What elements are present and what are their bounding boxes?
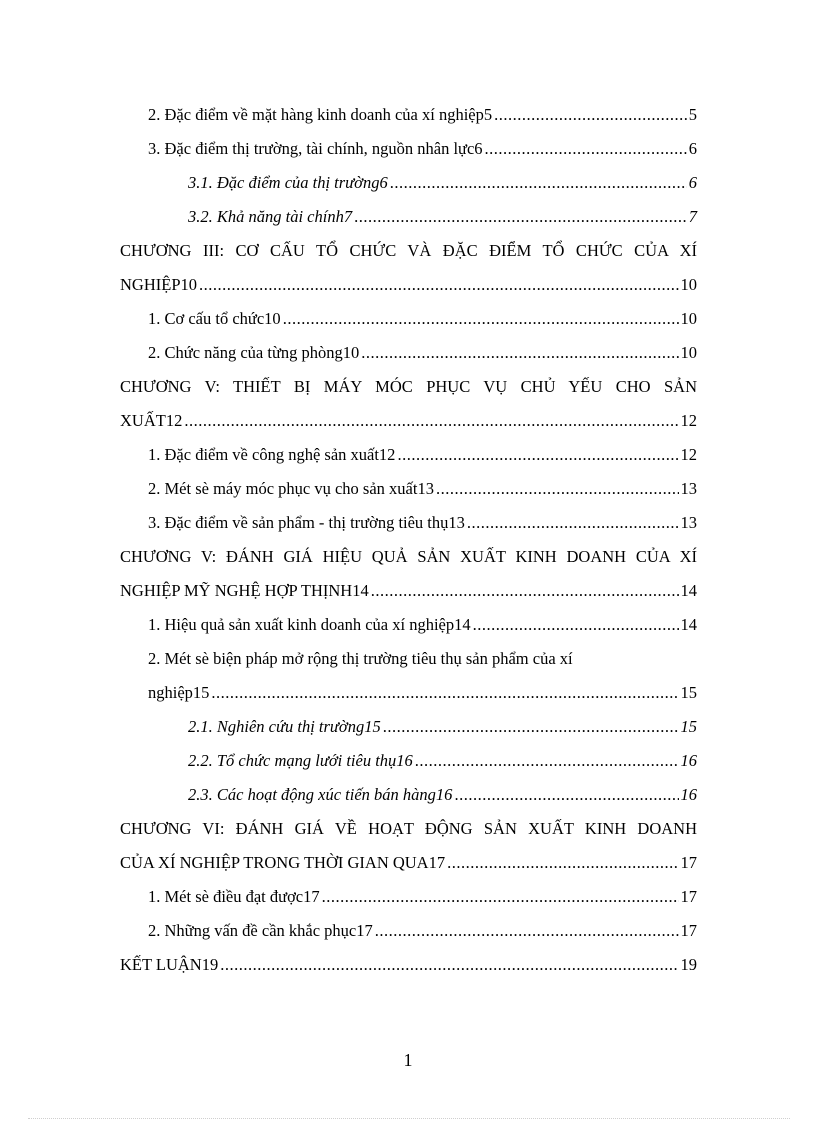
toc-entry[interactable]	[120, 506, 697, 540]
table-of-contents	[120, 98, 697, 982]
toc-entry-page: 15	[680, 717, 697, 736]
toc-entry[interactable]	[120, 438, 697, 472]
toc-entry[interactable]	[120, 302, 697, 336]
toc-dot-leader	[454, 778, 678, 812]
toc-entry[interactable]	[120, 98, 697, 132]
toc-entry-page: 6	[688, 173, 697, 192]
page-edge-divider	[28, 1118, 790, 1119]
toc-dot-leader	[199, 268, 679, 302]
toc-dot-leader	[415, 744, 679, 778]
toc-entry-title: 3. Đặc điểm về sản phẩm - thị trường tiêu thụ13	[148, 513, 465, 532]
toc-entry-title: 2. Chức năng của từng phòng10	[148, 343, 360, 362]
toc-dot-leader	[494, 98, 687, 132]
toc-dot-leader	[354, 200, 687, 234]
toc-entry-title: 2.1. Nghiên cứu thị trường15	[188, 717, 381, 736]
toc-entry[interactable]	[120, 336, 697, 370]
toc-entry-title-line2: NGHIỆP MỸ NGHỆ HỢP THỊNH14	[120, 581, 369, 600]
toc-entry-title: 3. Đặc điểm thị trường, tài chính, nguồn nhân lực6	[148, 139, 483, 158]
toc-entry-title-line1: CHƯƠNG V: THIẾT BỊ MÁY MÓC PHỤC VỤ CHỦ YẾU CHO SẢN	[120, 377, 697, 396]
toc-entry[interactable]	[120, 710, 697, 744]
toc-dot-leader	[473, 608, 679, 642]
toc-entry-title-line1: 2. Mét sè biện pháp mở rộng thị trường tiêu thụ sản phẩm của xí	[148, 649, 573, 668]
toc-entry-title: 2.3. Các hoạt động xúc tiến bán hàng16	[188, 785, 453, 804]
toc-entry-title-line2: CỦA XÍ NGHIỆP TRONG THỜI GIAN QUA17	[120, 853, 446, 872]
toc-dot-leader	[211, 676, 678, 710]
toc-entry-title: 2.2. Tổ chức mạng lưới tiêu thụ16	[188, 751, 413, 770]
toc-dot-leader	[375, 914, 679, 948]
toc-entry-page: 16	[680, 785, 697, 804]
toc-dot-leader	[283, 302, 679, 336]
toc-entry-page: 5	[688, 105, 697, 124]
toc-dot-leader	[220, 948, 678, 982]
toc-entry-page: 12	[680, 445, 697, 464]
toc-entry-title: 3.1. Đặc điểm của thị trường6	[188, 173, 388, 192]
toc-entry-title: 1. Hiệu quả sản xuất kinh doanh của xí nghiệp14	[148, 615, 471, 634]
page-number: 1	[403, 1050, 413, 1070]
toc-entry[interactable]	[120, 472, 697, 506]
toc-entry-page: 10	[680, 309, 697, 328]
toc-entry-page: 17	[680, 921, 697, 940]
toc-entry-title: KẾT LUẬN19	[120, 955, 219, 974]
toc-entry-page: 7	[688, 207, 697, 226]
toc-dot-leader	[322, 880, 679, 914]
toc-entry-page: 17	[680, 887, 697, 906]
toc-entry-title: 1. Cơ cấu tổ chức10	[148, 309, 281, 328]
toc-entry-page: 15	[680, 683, 697, 702]
toc-dot-leader	[361, 336, 678, 370]
toc-entry-page: 10	[680, 275, 697, 294]
toc-dot-leader	[184, 404, 678, 438]
toc-entry-title: 2. Đặc điểm về mặt hàng kinh doanh của xí nghiệp5	[148, 105, 493, 124]
toc-dot-leader	[436, 472, 679, 506]
toc-entry[interactable]	[120, 132, 697, 166]
toc-dot-leader	[485, 132, 687, 166]
toc-entry-page: 14	[680, 615, 697, 634]
toc-entry[interactable]	[120, 880, 697, 914]
toc-entry-page: 12	[680, 411, 697, 430]
toc-entry-page: 10	[680, 343, 697, 362]
toc-entry-page: 14	[680, 581, 697, 600]
toc-entry-title-line2: nghiệp15	[148, 683, 210, 702]
toc-dot-leader	[467, 506, 679, 540]
toc-entry[interactable]	[120, 166, 697, 200]
toc-entry-page: 13	[680, 479, 697, 498]
toc-entry[interactable]	[120, 914, 697, 948]
toc-entry-title: 1. Đặc điểm về công nghệ sản xuất12	[148, 445, 396, 464]
toc-entry-title: 2. Mét sè máy móc phục vụ cho sản xuất13	[148, 479, 434, 498]
toc-entry-title-line1: CHƯƠNG V: ĐÁNH GIÁ HIỆU QUẢ SẢN XUẤT KINH DOANH CỦA XÍ	[120, 547, 697, 566]
toc-dot-leader	[390, 166, 687, 200]
toc-entry[interactable]	[120, 642, 697, 710]
toc-dot-leader	[383, 710, 679, 744]
toc-conclusion-entry[interactable]	[120, 948, 697, 982]
toc-entry-title: 3.2. Khả năng tài chính7	[188, 207, 353, 226]
toc-dot-leader	[447, 846, 678, 880]
toc-entry-title-line2: XUẤT12	[120, 411, 183, 430]
toc-entry-title: 1. Mét sè điều đạt được17	[148, 887, 320, 906]
toc-entry-page: 13	[680, 513, 697, 532]
toc-entry-title-line1: CHƯƠNG III: CƠ CẤU TỔ CHỨC VÀ ĐẶC ĐIỂM TỔ CHỨC CỦA XÍ	[120, 241, 697, 260]
toc-chapter-entry[interactable]	[120, 370, 697, 438]
toc-dot-leader	[397, 438, 678, 472]
toc-entry-page: 16	[680, 751, 697, 770]
toc-chapter-entry[interactable]	[120, 540, 697, 608]
toc-entry-page: 17	[680, 853, 697, 872]
toc-entry[interactable]	[120, 608, 697, 642]
toc-dot-leader	[371, 574, 679, 608]
toc-entry-title-line1: CHƯƠNG VI: ĐÁNH GIÁ VỀ HOẠT ĐỘNG SẢN XUẤT KINH DOANH	[120, 819, 697, 838]
toc-chapter-entry[interactable]	[120, 234, 697, 302]
toc-entry[interactable]	[120, 200, 697, 234]
toc-entry-title-line2: NGHIỆP10	[120, 275, 197, 294]
toc-entry[interactable]	[120, 744, 697, 778]
toc-entry[interactable]	[120, 778, 697, 812]
toc-entry-title: 2. Những vấn đề cần khắc phục17	[148, 921, 373, 940]
toc-chapter-entry[interactable]	[120, 812, 697, 880]
toc-entry-page: 19	[680, 955, 697, 974]
toc-entry-page: 6	[688, 139, 697, 158]
